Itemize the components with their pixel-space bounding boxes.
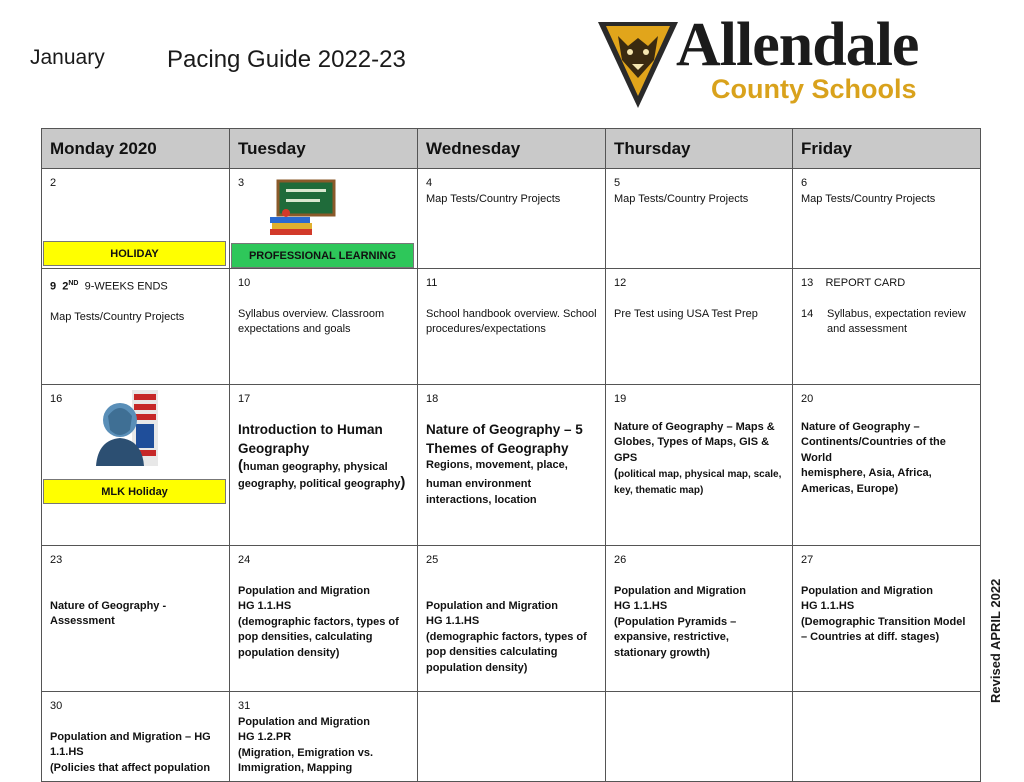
cell-text: (Migration, Emigration vs. Immigration, Mapping [238,746,374,774]
day-header-tuesday: Tuesday [230,129,418,169]
cell-line: HG 1.1.HS [426,615,480,627]
cell-text: Map Tests/Country Projects [801,192,936,205]
date-number: 20 [801,393,814,405]
day-cell [418,269,606,385]
date-number: 3 [238,177,245,189]
cell-text: human environment interactions, location [426,478,537,506]
day-cell [606,269,793,385]
date-number: 13 REPORT CARD [801,277,906,289]
week-row [42,269,981,385]
cell-line: Population and Migration [801,584,933,597]
day-cell [793,692,981,782]
day-cell [418,169,606,269]
mlk-day-poster-icon [92,390,162,412]
tiger-logo-icon [596,16,680,110]
day-cell [230,169,418,269]
logo-subtitle: County Schools [711,74,917,104]
cell-text: Pre Test using USA Test Prep [614,307,758,320]
day-header-thursday: Thursday [606,129,793,169]
week-row [42,169,981,269]
date-number: 5 [614,177,621,189]
cell-text: (demographic factors, types of pop densities calculating population density) [426,630,587,674]
date-number: 31 [238,700,251,712]
date-number: 30 [50,700,63,712]
week-row [42,692,981,782]
chalkboard-books-icon [266,179,346,196]
date-number: 6 [801,177,808,189]
lesson-title: Nature of Geography – 5 Themes of Geography [426,421,583,456]
date-number: 16 [50,393,63,405]
cell-text: Map Tests/Country Projects [614,192,749,205]
cell-text: (Policies that affect population [50,761,211,774]
day-cell [418,546,606,692]
day-cell [606,169,793,269]
cell-line: HG 1.1.HS [801,600,855,612]
date-number: 11 [426,277,438,289]
day-cell [793,269,981,385]
cell-text: School handbook overview. School procedures/expectations [426,307,597,335]
date-number: 17 [238,393,251,405]
cell-text: hemisphere, Asia, Africa, Americas, Europe) [801,467,932,495]
cell-line: Regions, movement, place, [426,458,568,471]
date-number: 26 [614,554,627,566]
day-cell [793,169,981,269]
day-header-monday: Monday 2020 [42,129,230,169]
day-cell [230,546,418,692]
cell-line: Population and Migration [614,584,746,597]
day-cell [793,385,981,546]
date-number: 12 [614,277,627,289]
day-cell [606,546,793,692]
cell-line: Population and Migration – HG 1.1.HS [50,730,211,758]
day-cell [42,169,230,269]
day-cell [606,692,793,782]
day-cell [230,269,418,385]
date-number: 23 [50,554,63,566]
page-title: Pacing Guide 2022-23 [167,46,406,73]
cell-text: (political map, physical map, scale, key, thematic map) [614,466,782,496]
date-number: 9 2ND 9-WEEKS ENDS [50,280,168,293]
cell-text: Nature of Geography - Assessment [50,599,167,627]
day-cell [42,546,230,692]
lesson-title: Introduction to Human Geography [238,421,383,456]
cell-text: (human geography, physical geography, political geography) [238,456,406,491]
date-number: 25 [426,554,439,566]
date-number: 4 [426,177,433,189]
lesson-title: Nature of Geography – Continents/Countries of the World [801,420,946,464]
cell-text: (demographic factors, types of pop densities, calculating population density) [238,615,399,659]
day-cell [42,269,230,385]
day-cell [42,692,230,782]
cell-text: 14 Syllabus, expectation review and assessment [801,307,966,335]
cell-text: (Demographic Transition Model – Countries at diff. stages) [801,615,966,643]
date-number: 10 [238,277,251,289]
cell-text: Map Tests/Country Projects [50,311,185,324]
school-logo [596,11,956,114]
holiday-badge: HOLIDAY [43,241,226,266]
date-number: 19 [614,393,627,405]
day-cell [418,692,606,782]
cell-line: HG 1.1.HS [238,600,292,612]
cell-text: (Population Pyramids – expansive, restrictive, stationary growth) [614,615,737,659]
date-number: 27 [801,554,814,566]
mlk-holiday-badge: MLK Holiday [43,479,226,504]
date-number: 2 [50,177,57,189]
pacing-calendar [41,128,981,782]
day-cell [230,692,418,782]
day-header-wednesday: Wednesday [418,129,606,169]
cell-text: Syllabus overview. Classroom expectations and goals [238,307,385,335]
logo-name: Allendale [676,11,919,79]
cell-line: HG 1.2.PR [238,731,292,743]
day-header-friday: Friday [793,129,981,169]
professional-learning-badge: PROFESSIONAL LEARNING [231,243,414,268]
day-cell [418,385,606,546]
lesson-title: Nature of Geography – Maps & Globes, Types of Maps, GIS & GPS [614,420,775,464]
day-cell [42,385,230,546]
week-row [42,546,981,692]
day-cell [793,546,981,692]
date-number: 18 [426,393,439,405]
cell-line: Population and Migration [238,715,370,728]
day-cell [606,385,793,546]
cell-line: HG 1.1.HS [614,600,668,612]
day-cell [230,385,418,546]
cell-text: Map Tests/Country Projects [426,192,561,205]
month-label: January [30,46,105,69]
cell-line: Population and Migration [426,599,558,612]
cell-line: Population and Migration [238,584,370,597]
revised-note: Revised APRIL 2022 [988,578,1003,703]
date-number: 24 [238,554,251,566]
week-row [42,385,981,546]
